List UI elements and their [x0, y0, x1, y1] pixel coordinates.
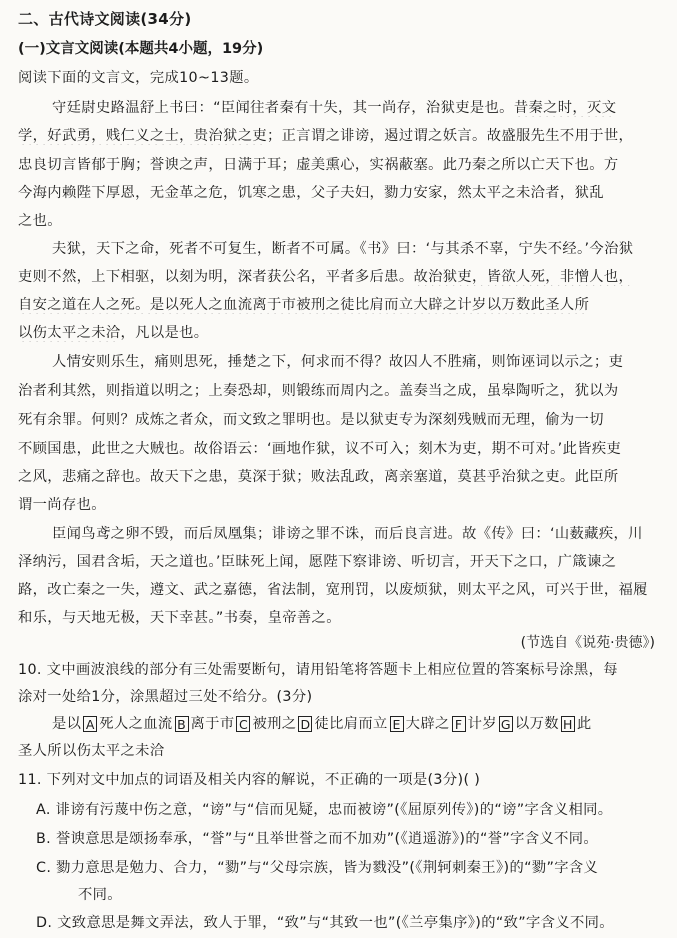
answer-box-d[interactable]: D — [298, 716, 312, 732]
wavy-text: 以伤太平之未洽 — [18, 325, 121, 341]
passage-line — [52, 97, 663, 117]
q10-stem: 10. 文中画波浪线的部分有三处需要断句，请用铅笔将答题卡上相应位置的答案标号涂黑，每 — [18, 662, 618, 678]
instruction: 阅读下面的文言文，完成10~13题。 — [18, 70, 259, 86]
answer-box-b[interactable]: B — [175, 716, 189, 732]
passage-line: 死有余罪。何则？成炼之者众，而文致之罪明也。是以狱吏专为深刻残贼而无理，偷为一切 — [18, 412, 604, 428]
segment-text: 大辟之 — [405, 716, 450, 732]
answer-box-f[interactable]: F — [452, 716, 466, 732]
text-span: ；正言谓之诽谤，遏过谓之妖言。故盛服先生不用于世， — [267, 128, 634, 144]
section-subtitle: (一)文言文阅读(本题共4小题，19分) — [18, 41, 264, 57]
answer-box-c[interactable]: C — [236, 716, 250, 732]
wavy-text: 自安之道在人之死。是以死人之血流离于市被刑之徒比肩而立大辟之计岁以万数此圣人所 — [18, 297, 590, 313]
passage-line: 泽纳污，国君含垢，天之道也。’臣昧死上闻，愿陛下察诽谤、听切言，开天下之口，广箴谏之 — [18, 554, 617, 570]
q11-option-b[interactable]: B. 誉谀意思是颂扬奉承，“誉”与“且举世誉之而不加劝”(《逍遥游》)的“誉”字含义不同。 — [36, 831, 599, 847]
segment-text: 计岁 — [467, 716, 497, 732]
segment-text: 以万数 — [514, 716, 559, 732]
q11-option-d[interactable]: D. 文致意思是舞文弄法，致人于罪，“致”与“其致一也”(《兰亭集序》)的“致”字含义不同。 — [36, 915, 614, 931]
q11-option-a[interactable]: A. 诽谤有污蔑中伤之意，“谤”与“信而见疑，忠而被谤”(《屈原列传》)的“谤”字含义相同。 — [36, 802, 613, 818]
passage-line: 路，改亡秦之一失，遵文、武之嘉德，省法制，宽刑罚，以废烦狱，则太平之风，可兴于世，福履 — [18, 582, 648, 598]
q11-stem: 11. 下列对文中加点的词语及相关内容的解说，不正确的一项是(3分)( ) — [18, 772, 481, 788]
passage-line: 今海内赖陛下厚恩，无金革之危，饥寒之患，父子夫妇，勠力安家，然太平之未洽者，狱乱 — [18, 185, 604, 201]
segment-text: 此 — [576, 716, 592, 732]
answer-box-h[interactable]: H — [561, 716, 575, 732]
segment-text: 被刑之 — [252, 716, 297, 732]
passage-line: 和乐，与天地无极，天下幸甚。”书奏，皇帝善之。 — [18, 610, 341, 626]
q10-stem-cont: 涂对一处给1分，涂黑超过三处不给分。(3分) — [18, 689, 313, 705]
segment-text: 离于市 — [190, 716, 235, 732]
passage-line — [18, 294, 663, 314]
wavy-text: 学，好武勇，贱仁义之士，贵治狱之吏 — [18, 128, 267, 144]
segment-text: 是以 — [52, 716, 82, 732]
segment-text: 徒比肩而立 — [314, 716, 388, 732]
passage-line: 人情安则乐生，痛则思死，捶楚之下，何求而不得？故囚人不胜痛，则饰诬词以示之；吏 — [52, 354, 624, 370]
wavy-text: 昔秦之时，灭文 — [513, 100, 617, 116]
answer-box-a[interactable]: A — [83, 716, 97, 732]
passage-line: 治者利其然，则指道以明之；上奏恐却，则锻练而周内之。盖奏当之成，虽皋陶听之，犹以为 — [18, 383, 619, 399]
passage-line — [18, 125, 663, 145]
answer-box-g[interactable]: G — [500, 717, 511, 732]
passage-line: 忠良切言皆郁于胸；誉谀之声，日满于耳；虚美熏心，实祸蔽塞。此乃秦之所以亡天下也。方 — [18, 157, 619, 173]
q11-option-c-cont: 不同。 — [78, 887, 122, 903]
q11-option-c[interactable]: C. 勠力意思是勉力、合力，“勠”与“父母宗族，皆为戮没”(《荆轲刺秦王》)的“勠”字含义 — [36, 860, 599, 876]
q10-segment-tail: 圣人所以伤太平之未洽 — [18, 743, 165, 759]
answer-box-e[interactable]: E — [390, 716, 404, 732]
passage-line: 谓一尚存也。 — [18, 497, 106, 513]
passage-line: 夫狱，天下之命，死者不可复生，断者不可属。《书》曰：‘与其杀不辜，宁失不经。’今治狱 — [52, 241, 634, 257]
passage-line: 之也。 — [18, 213, 62, 229]
source-citation: (节选自《说苑·贵德》) — [520, 635, 655, 651]
text-span: 吏则不然，上下相驱，以刻为明，深者获公名，平者多后患。 — [18, 269, 414, 285]
segment-text: 死人之血流 — [99, 716, 173, 732]
passage-line — [18, 266, 663, 286]
text-span: ，凡以是也。 — [120, 325, 209, 341]
q10-segment-line — [52, 713, 663, 733]
passage-line: 不顾国患，此世之大贼也。故俗语云：‘画地作狱，议不可入；刻木为吏，期不可对。’此皆疾吏 — [18, 441, 622, 457]
wavy-text: 故治狱吏，皆欲人死，非憎人也， — [413, 269, 634, 285]
passage-line: 之风，悲痛之辞也。故天下之患，莫深于狱；败法乱政，离亲塞道，莫甚乎治狱之吏。此臣所 — [18, 469, 619, 485]
section-title: 二、古代诗文阅读(34分) — [18, 10, 192, 28]
text-span: 守廷尉史路温舒上书曰：“臣闻往者秦有十失，其一尚存，治狱吏是也。 — [52, 100, 514, 116]
passage-line: 臣闻鸟鸢之卵不毁，而后凤凰集；诽谤之罪不诛，而后良言进。故《传》曰：‘山薮藏疾，川 — [52, 526, 643, 542]
passage-line — [18, 322, 663, 342]
